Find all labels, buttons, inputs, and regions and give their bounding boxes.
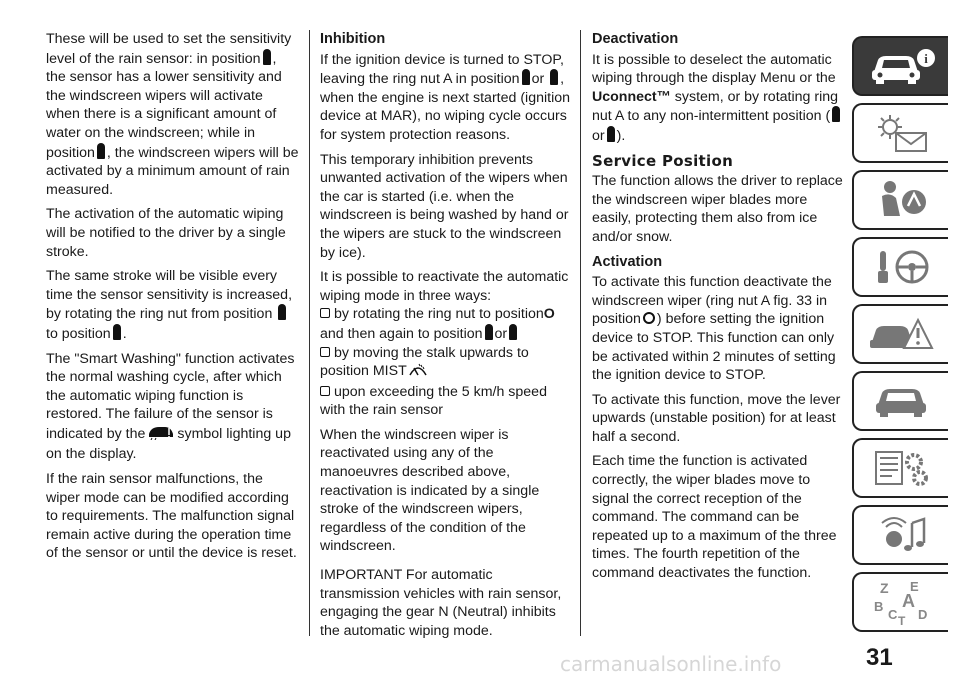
ring-position-icon xyxy=(509,324,517,340)
heading-activation: Activation xyxy=(592,253,663,270)
column-1 xyxy=(46,30,300,569)
tab-technical-specs[interactable] xyxy=(852,438,948,498)
heading-deactivation: Deactivation xyxy=(592,31,679,47)
column-divider xyxy=(580,30,581,636)
paragraph: When the windscreen wiper is reactivated using any of the manoeuvres described above, reactivation is indicated by a single stroke of the windscreen wipers, regardless of the condition of the windscreen. xyxy=(320,426,540,555)
position-o-label: O xyxy=(543,306,555,323)
tab-lights-messages[interactable] xyxy=(852,103,948,163)
list-item: upon exceeding the 5 km/h speed with the rain sensor xyxy=(320,383,547,419)
paragraph: IMPORTANT For automatic transmission vehicles with rain sensor, engaging the gear N (Neutral) inhibits the automatic wiping mode. xyxy=(320,567,562,639)
column-3 xyxy=(592,30,844,589)
paragraph: This temporary inhibition prevents unwanted activation of the wipers when the car is started (i.e. when the windscreen is being washed by hand or the wipers are stuck to the windscreen by ice). xyxy=(320,151,569,261)
tab-maintenance[interactable] xyxy=(852,371,948,431)
car-service-icon xyxy=(866,379,936,423)
checkbox-bullet-icon xyxy=(320,386,330,396)
uconnect-brand: Uconnect™ xyxy=(592,88,671,105)
tab-safety[interactable] xyxy=(852,170,948,230)
paragraph: The "Smart Washing" function activates the normal washing cycle, after which the automatic wiping function is restored. The failure of the sensor is indicated by the symbol lighting up on the display. xyxy=(46,350,295,463)
key-steering-icon xyxy=(866,245,936,289)
car-emergency-icon xyxy=(866,312,936,356)
heading-inhibition: Inhibition xyxy=(320,31,386,47)
paragraph: It is possible to deselect the automatic wiping through the display Menu or the Uconnect™ system, or by rotating ring nut A to any non-intermittent position (or ). xyxy=(592,51,844,146)
chapter-tabs xyxy=(852,36,948,639)
page-number: 31 xyxy=(866,644,893,671)
svg-text:T: T xyxy=(898,614,906,627)
paragraph: The function allows the driver to replace the windscreen wiper blades more easily, protecting them also from ice and/or snow. xyxy=(592,173,843,245)
mist-wiper-icon xyxy=(409,363,427,383)
specs-gears-icon xyxy=(866,446,936,490)
column-divider xyxy=(309,30,310,636)
off-position-icon xyxy=(643,312,655,324)
svg-text:B: B xyxy=(874,599,884,614)
paragraph: If the rain sensor malfunctions, the wiper mode can be modified according to requirements. The malfunction signal remain active during the operation time of the sensor or until the device is reset. xyxy=(46,471,297,562)
paragraph: These will be used to set the sensitivity level of the rain sensor: in position , the sensor has a lower sensitivity and the windscreen wipers will activate when there is a significant amount of water on the windscreen; while in position , the windscreen wipers will be activated by a minimum amount of rain measured. xyxy=(46,31,299,198)
paragraph: It is possible to reactivate the automatic wiping mode in three ways: xyxy=(320,269,569,304)
paragraph: To activate this function, move the lever upwards (unstable position) for at least half a second. xyxy=(592,391,841,445)
lights-envelope-icon xyxy=(866,111,936,155)
svg-text:A: A xyxy=(902,591,915,611)
ring-position-icon xyxy=(485,324,493,340)
list-item: by moving the stalk upwards to position MIST xyxy=(320,344,574,383)
paragraph: The activation of the automatic wiping will be notified to the driver by a single stroke. xyxy=(46,206,286,260)
tab-emergency[interactable] xyxy=(852,304,948,364)
ring-position-icon xyxy=(550,69,558,85)
svg-text:D: D xyxy=(918,607,928,622)
list-item: by rotating the ring nut to positionO and then again to position or xyxy=(320,306,555,342)
paragraph: If the ignition device is turned to STOP, leaving the ring nut A in position or , when the engine is next started (ignition device at MAR), no wiping cycle occurs for system protection reasons. xyxy=(320,51,571,143)
rain-sensor-warning-icon xyxy=(147,424,175,446)
checkbox-bullet-icon xyxy=(320,308,330,318)
ring-position-icon xyxy=(97,143,105,159)
tab-starting-driving[interactable] xyxy=(852,237,948,297)
paragraph: The same stroke will be visible every time the sensor sensitivity is increased, by rotating the ring nut from position to position . xyxy=(46,268,293,342)
ring-position-icon xyxy=(263,49,271,65)
seat-safety-icon xyxy=(866,178,936,222)
checkbox-bullet-icon xyxy=(320,347,330,357)
ring-position-icon xyxy=(607,126,615,142)
svg-text:Z: Z xyxy=(880,580,889,596)
car-info-icon xyxy=(866,46,936,86)
heading-service-position: Service Position xyxy=(592,151,734,170)
column-2 xyxy=(320,30,574,646)
svg-text:i: i xyxy=(924,51,928,66)
paragraph: Each time the function is activated correctly, the wiper blades move to signal the correct reception of the command. The command can be repeated up to a maximum of the three times. The fourth repetition of the command deactivates the function. xyxy=(592,453,837,582)
tab-index[interactable] xyxy=(852,572,948,632)
tab-car-info[interactable] xyxy=(852,36,948,96)
ring-position-icon xyxy=(832,106,840,122)
svg-text:C: C xyxy=(888,607,898,622)
svg-text:E: E xyxy=(910,579,919,594)
ring-position-icon xyxy=(278,304,286,320)
tab-multimedia[interactable] xyxy=(852,505,948,565)
multimedia-icon xyxy=(866,513,936,557)
index-letters-icon xyxy=(866,577,936,627)
ring-position-icon xyxy=(522,69,530,85)
watermark: carmanualsonline.info xyxy=(560,652,782,676)
ring-position-icon xyxy=(113,324,121,340)
paragraph: To activate this function deactivate the windscreen wiper (ring nut A fig. 33 in position ) before setting the ignition device to STOP. This function can only be activated within 2 minutes of setting the ignition device to STOP. xyxy=(592,274,836,384)
